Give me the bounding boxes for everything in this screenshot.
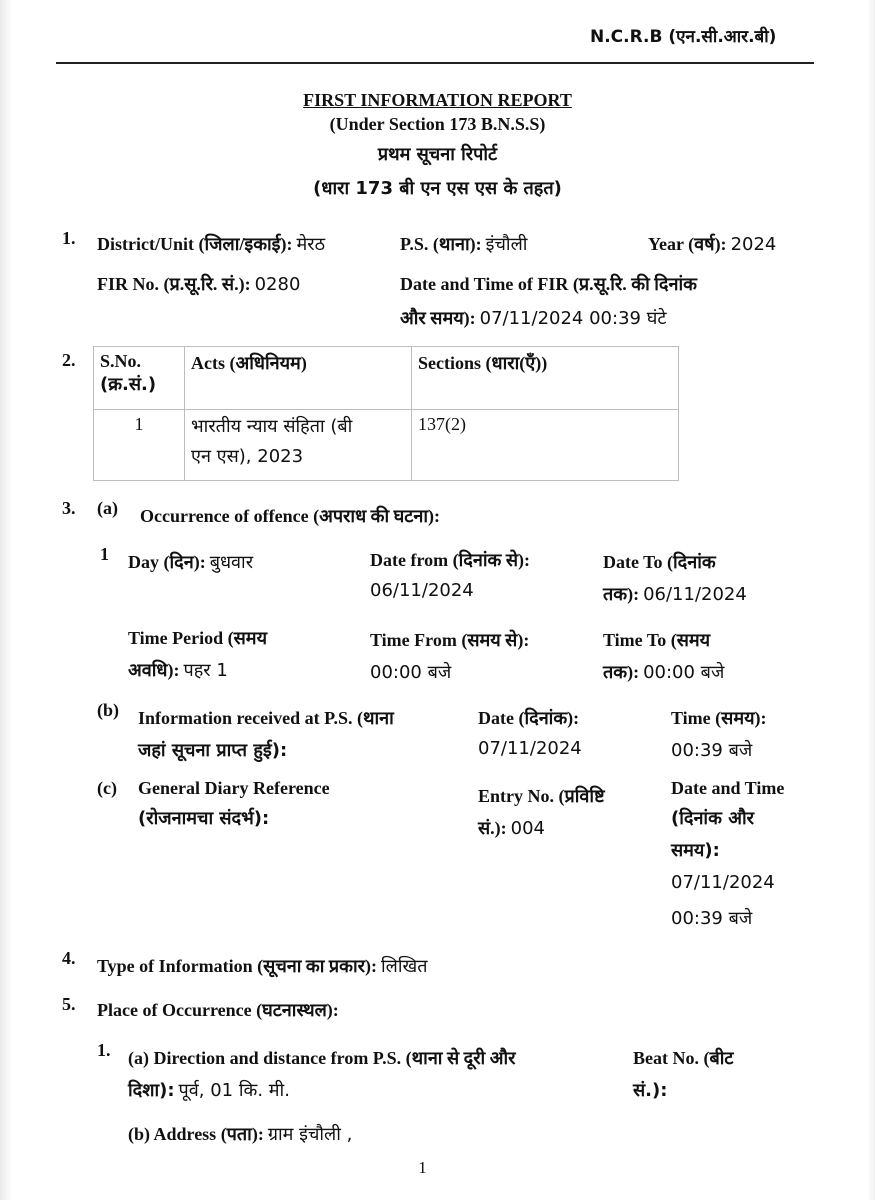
date-to-field: [603, 582, 747, 606]
date-to-value: 06/11/2024: [643, 584, 747, 605]
fir-number-value: 0280: [254, 274, 301, 295]
info-type-value: लिखित: [380, 956, 428, 977]
address-label: (b) Address (पता):: [128, 1124, 264, 1144]
time-period-field: [128, 658, 228, 682]
report-title-hindi: प्रथम सूचना रिपोर्ट: [377, 144, 498, 165]
info-time-label: Time (समय):: [671, 708, 767, 728]
subsection-a-label: (a): [97, 498, 118, 518]
ncrb-header: N.C.R.B (एन.सी.आर.बी): [590, 27, 777, 47]
gd-datetime-label-line3: समय):: [671, 840, 720, 861]
day-value: बुधवार: [209, 552, 254, 573]
info-received-label-line2: जहां सूचना प्राप्त हुई):: [138, 740, 288, 761]
fir-datetime-value: 07/11/2024 00:39 घंटे: [479, 308, 667, 329]
gd-reference-label: General Diary Reference: [138, 778, 330, 798]
gd-date-value: 07/11/2024: [671, 872, 775, 893]
row-sno: 1: [94, 410, 185, 481]
gd-datetime-label: Date and Time: [671, 778, 785, 798]
year-label: Year (वर्ष):: [648, 234, 727, 254]
place-item-number: 1.: [97, 1040, 111, 1060]
time-from-value: 00:00 बजे: [370, 662, 452, 683]
entry-no-field: [478, 816, 545, 840]
time-to-label-line2: तक):: [603, 662, 640, 682]
beat-no-label: Beat No. (बीट: [633, 1048, 734, 1068]
info-received-label: Information received at P.S. (थाना: [138, 708, 394, 728]
gd-datetime-label-line2: (दिनांक और: [671, 808, 754, 829]
ps-field: [400, 232, 527, 256]
fir-number-field: [97, 272, 300, 296]
entry-no-value: 004: [510, 818, 546, 839]
header-sno-line2: (क्र.सं.): [100, 374, 157, 395]
entry-no-label: Entry No. (प्रविष्टि: [478, 786, 605, 806]
time-period-label-line2: अवधि):: [128, 660, 180, 680]
row-act: [185, 410, 412, 481]
subsection-b-label: (b): [97, 700, 119, 720]
fir-number-label: FIR No. (प्र.सू.रि. सं.):: [97, 274, 251, 294]
acts-table: [93, 346, 679, 481]
time-from-label: Time From (समय से):: [370, 630, 530, 650]
direction-distance-value: पूर्व, 01 कि. मी.: [178, 1080, 290, 1101]
info-date-value: 07/11/2024: [478, 738, 582, 759]
report-subtitle-hindi: (धारा 173 बी एन एस एस के तहत): [313, 178, 562, 199]
row-section: 137(2): [412, 410, 679, 481]
place-of-occurrence-label: Place of Occurrence (घटनास्थल):: [97, 1000, 339, 1020]
date-from-value: 06/11/2024: [370, 580, 474, 601]
district-value: मेरठ: [296, 234, 326, 255]
info-type-label: Type of Information (सूचना का प्रकार):: [97, 956, 377, 976]
fir-datetime-field: [400, 306, 666, 330]
time-to-value: 00:00 बजे: [643, 662, 725, 683]
time-period-value: पहर 1: [183, 660, 228, 681]
section-1-number: 1.: [62, 228, 76, 248]
info-date-label: Date (दिनांक):: [478, 708, 580, 728]
section-4-number: 4.: [62, 948, 76, 968]
header-sno: [94, 347, 185, 410]
header-sections: Sections (धारा(एँ)): [412, 347, 679, 410]
time-period-label: Time Period (समय: [128, 628, 268, 648]
gd-time-value: 00:39 बजे: [671, 908, 753, 929]
beat-no-label-line2: सं.):: [633, 1080, 668, 1101]
report-title: FIRST INFORMATION REPORT: [303, 90, 572, 110]
acts-table-header: [94, 347, 679, 410]
direction-distance-field: [128, 1078, 290, 1102]
row-act-line1: भारतीय न्याय संहिता (बी: [191, 416, 353, 437]
occurrence-title: Occurrence of offence (अपराध की घटना):: [140, 506, 440, 526]
subsection-c-label: (c): [97, 778, 117, 798]
ps-value: इंचौली: [485, 234, 528, 255]
info-type-field: [97, 954, 428, 978]
year-field: [648, 232, 776, 256]
address-field: [128, 1122, 352, 1146]
gd-reference-label-line2: (रोजनामचा संदर्भ):: [138, 808, 270, 829]
date-to-label: Date To (दिनांक: [603, 552, 716, 572]
section-2-number: 2.: [62, 350, 76, 370]
time-to-field: [603, 660, 724, 684]
year-value: 2024: [730, 234, 777, 255]
direction-distance-label-line2: दिशा):: [128, 1080, 175, 1101]
date-to-label-line2: तक):: [603, 584, 640, 604]
row-act-line2: एन एस), 2023: [191, 446, 304, 467]
fir-datetime-label-line2: और समय):: [400, 308, 476, 328]
ps-label: P.S. (थाना):: [400, 234, 482, 254]
section-5-number: 5.: [62, 994, 76, 1014]
header-acts: Acts (अधिनियम): [185, 347, 412, 410]
district-field: [97, 232, 325, 256]
fir-datetime-label-line1: Date and Time of FIR (प्र.सू.रि. की दिनांक: [400, 274, 697, 294]
address-value: ग्राम इंचौली ,: [267, 1124, 353, 1145]
district-label: District/Unit (जिला/इकाई):: [97, 234, 293, 254]
day-label: Day (दिन):: [128, 552, 206, 572]
section-3-number: 3.: [62, 498, 76, 518]
day-field: [128, 550, 253, 574]
page-number: 1: [418, 1158, 427, 1177]
entry-no-label-line2: सं.):: [478, 818, 507, 838]
table-row: [94, 410, 679, 481]
header-sno-line1: S.No.: [100, 351, 142, 371]
info-time-value: 00:39 बजे: [671, 740, 753, 761]
occurrence-item-number: 1: [100, 544, 109, 564]
direction-distance-label: (a) Direction and distance from P.S. (थाना से दूरी और: [128, 1048, 516, 1068]
time-to-label: Time To (समय: [603, 630, 711, 650]
report-subtitle: (Under Section 173 B.N.S.S): [329, 114, 546, 134]
date-from-label: Date from (दिनांक से):: [370, 550, 530, 570]
header-rule: [56, 62, 814, 64]
